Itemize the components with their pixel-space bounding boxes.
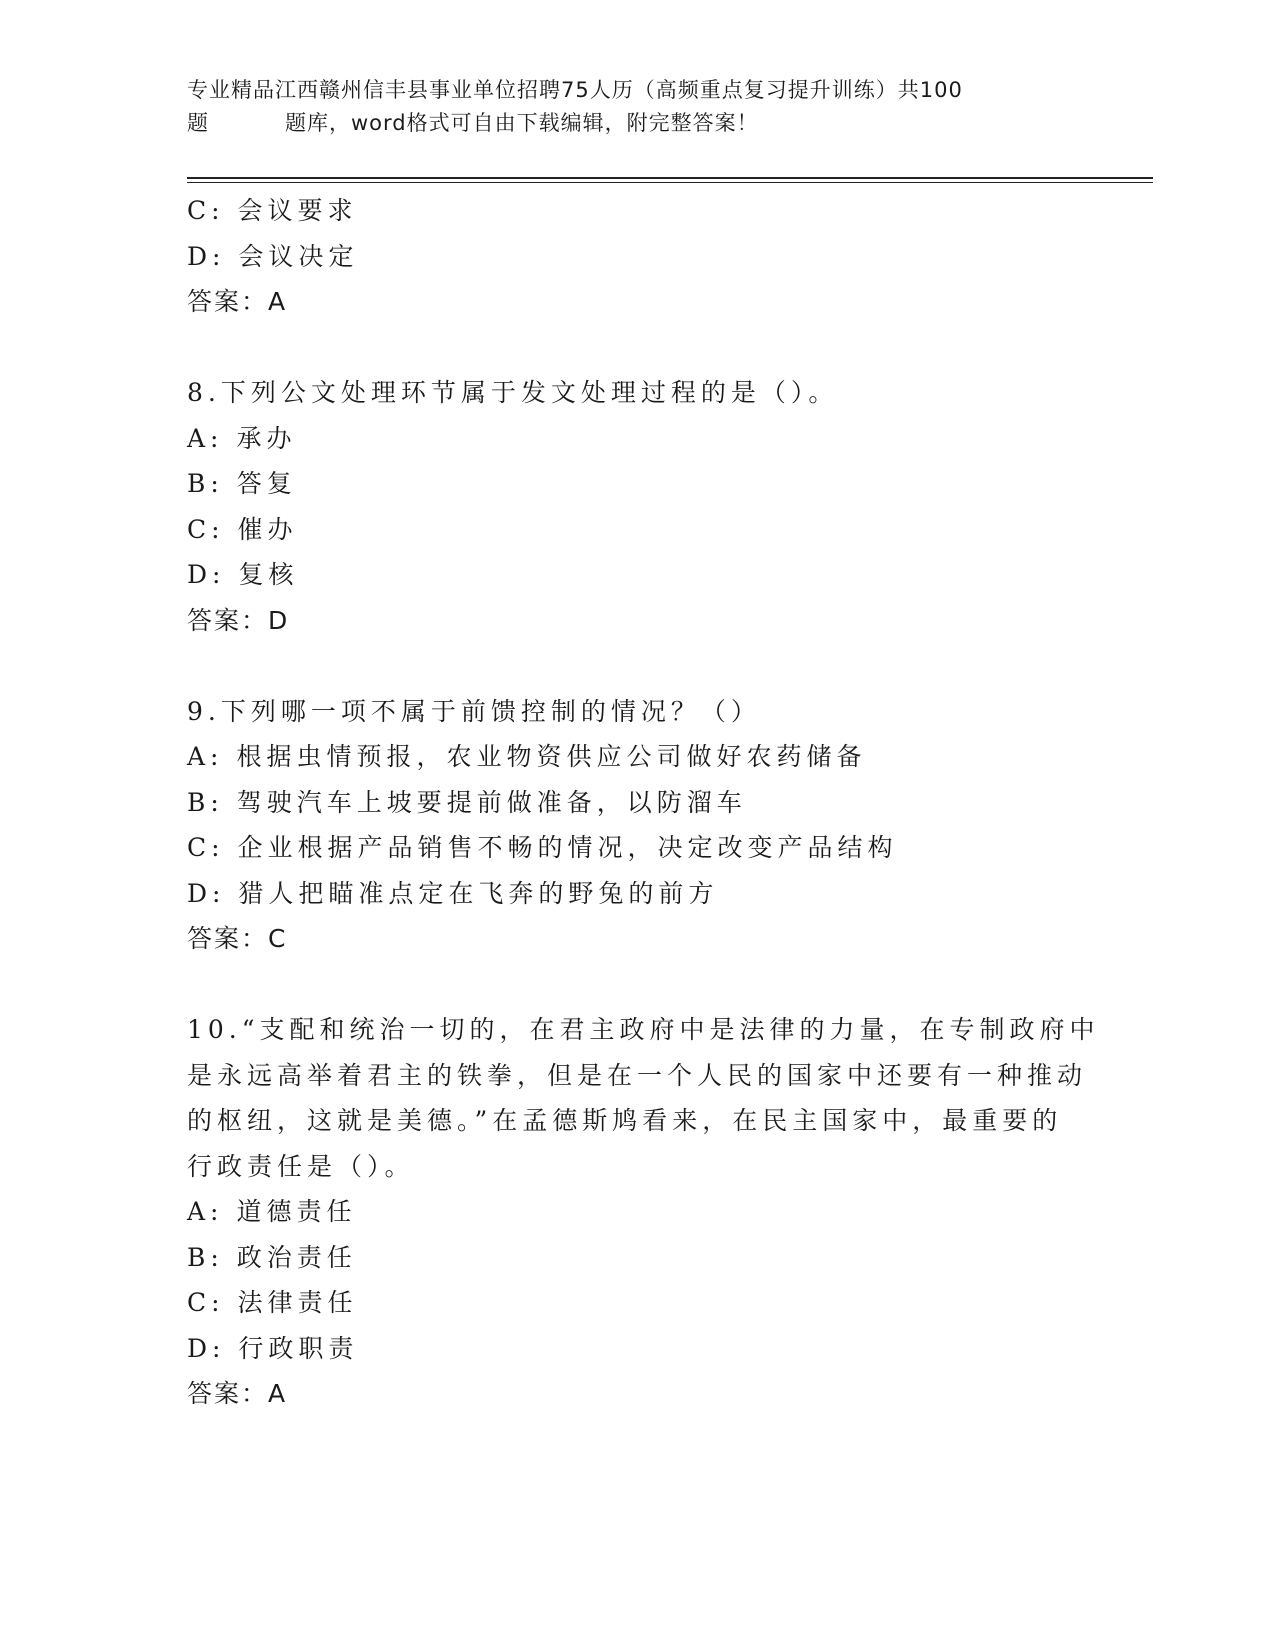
option-row: [187, 416, 1087, 462]
option-text: 答复: [236, 469, 297, 498]
option-row: [187, 234, 1087, 280]
question-text-line: 10.“支配和统治一切的，在君主政府中是法律的力量，在专制政府中: [187, 1015, 1100, 1044]
answer-value: A: [268, 1379, 288, 1408]
answer-row: [187, 1371, 1087, 1417]
option-text: 政治责任: [236, 1242, 357, 1272]
spacer: [187, 643, 1087, 689]
option-text: 猎人把瞄准点定在飞奔的野兔的前方: [238, 878, 719, 908]
option-text: 行政职责: [238, 1333, 359, 1363]
option-row: [187, 825, 1087, 871]
question-9-block: [187, 689, 1087, 962]
option-text: 会议决定: [238, 241, 359, 271]
option-label: D:: [187, 878, 226, 908]
spacer: [187, 962, 1087, 1008]
option-label: B:: [187, 1242, 224, 1272]
answer-label: 答案：: [187, 924, 269, 953]
option-label: D:: [187, 241, 226, 271]
question-text-line: 的枢纽，这就是美德。”在孟德斯鸠看来，在民主国家中，最重要的: [187, 1106, 1063, 1135]
answer-row: [187, 279, 1087, 325]
question-text: 9.下列哪一项不属于前馈控制的情况？（）: [187, 696, 761, 726]
option-label: A:: [187, 742, 224, 771]
answer-value: C: [268, 924, 288, 953]
option-label: C:: [187, 1288, 225, 1317]
option-row: [187, 188, 1087, 234]
option-row: [187, 734, 1087, 780]
option-text: 会议要求: [237, 196, 358, 225]
option-label: C:: [187, 196, 225, 225]
spacer: [187, 325, 1087, 371]
option-row: [187, 1280, 1087, 1326]
option-text: 复核: [238, 560, 299, 589]
answer-row: [187, 916, 1087, 962]
header-divider-thin: [187, 182, 1153, 183]
answer-value: A: [268, 287, 288, 316]
option-row: [187, 1326, 1087, 1372]
header-title-line-2: [187, 107, 1067, 140]
question-text: 8.下列公文处理环节属于发文处理过程的是（）。: [187, 378, 839, 407]
option-label: D:: [187, 1333, 226, 1363]
question-8-block: [187, 370, 1087, 643]
option-text: 根据虫情预报，农业物资供应公司做好农药储备: [236, 742, 867, 771]
question-10-block: [187, 1007, 1100, 1417]
option-text: 驾驶汽车上坡要提前做准备，以防溜车: [236, 787, 747, 817]
answer-label: 答案：: [187, 1379, 269, 1408]
answer-label: 答案：: [187, 287, 269, 316]
option-row: [187, 1235, 1087, 1281]
option-row: [187, 507, 1087, 553]
option-label: B:: [187, 787, 224, 817]
option-row: [187, 552, 1087, 598]
option-text: 承办: [236, 423, 297, 453]
option-text: 法律责任: [237, 1288, 358, 1317]
document-body: [187, 188, 1100, 1417]
option-label: A:: [187, 423, 224, 453]
option-text: 道德责任: [236, 1197, 357, 1226]
option-text: 企业根据产品销售不畅的情况，决定改变产品结构: [237, 833, 898, 862]
option-row: [187, 461, 1087, 507]
option-label: D:: [187, 560, 226, 589]
header-line-2-left: 题: [187, 111, 209, 135]
option-row: [187, 780, 1087, 826]
header-divider-thick: [187, 177, 1153, 179]
answer-label: 答案：: [187, 605, 269, 635]
option-label: B:: [187, 469, 224, 498]
option-label: C:: [187, 514, 225, 544]
question-text-line: 是永远高举着君主的铁拳，但是在一个人民的国家中还要有一种推动: [187, 1060, 1088, 1090]
option-row: [187, 1189, 1087, 1235]
answer-row: [187, 598, 1087, 644]
header-title-line-1: 专业精品江西赣州信丰县事业单位招聘75人历（高频重点复习提升训练）共100: [187, 78, 963, 102]
option-label: C:: [187, 833, 225, 862]
option-text: 催办: [237, 514, 298, 544]
option-label: A:: [187, 1197, 224, 1226]
question-7-block: [187, 188, 1087, 325]
page-header: [187, 74, 1067, 140]
answer-value: D: [268, 605, 290, 635]
header-line-2-right: 题库，word格式可自由下载编辑，附完整答案！: [285, 111, 759, 135]
question-text-line: 行政责任是（）。: [187, 1151, 415, 1181]
option-row: [187, 871, 1087, 917]
